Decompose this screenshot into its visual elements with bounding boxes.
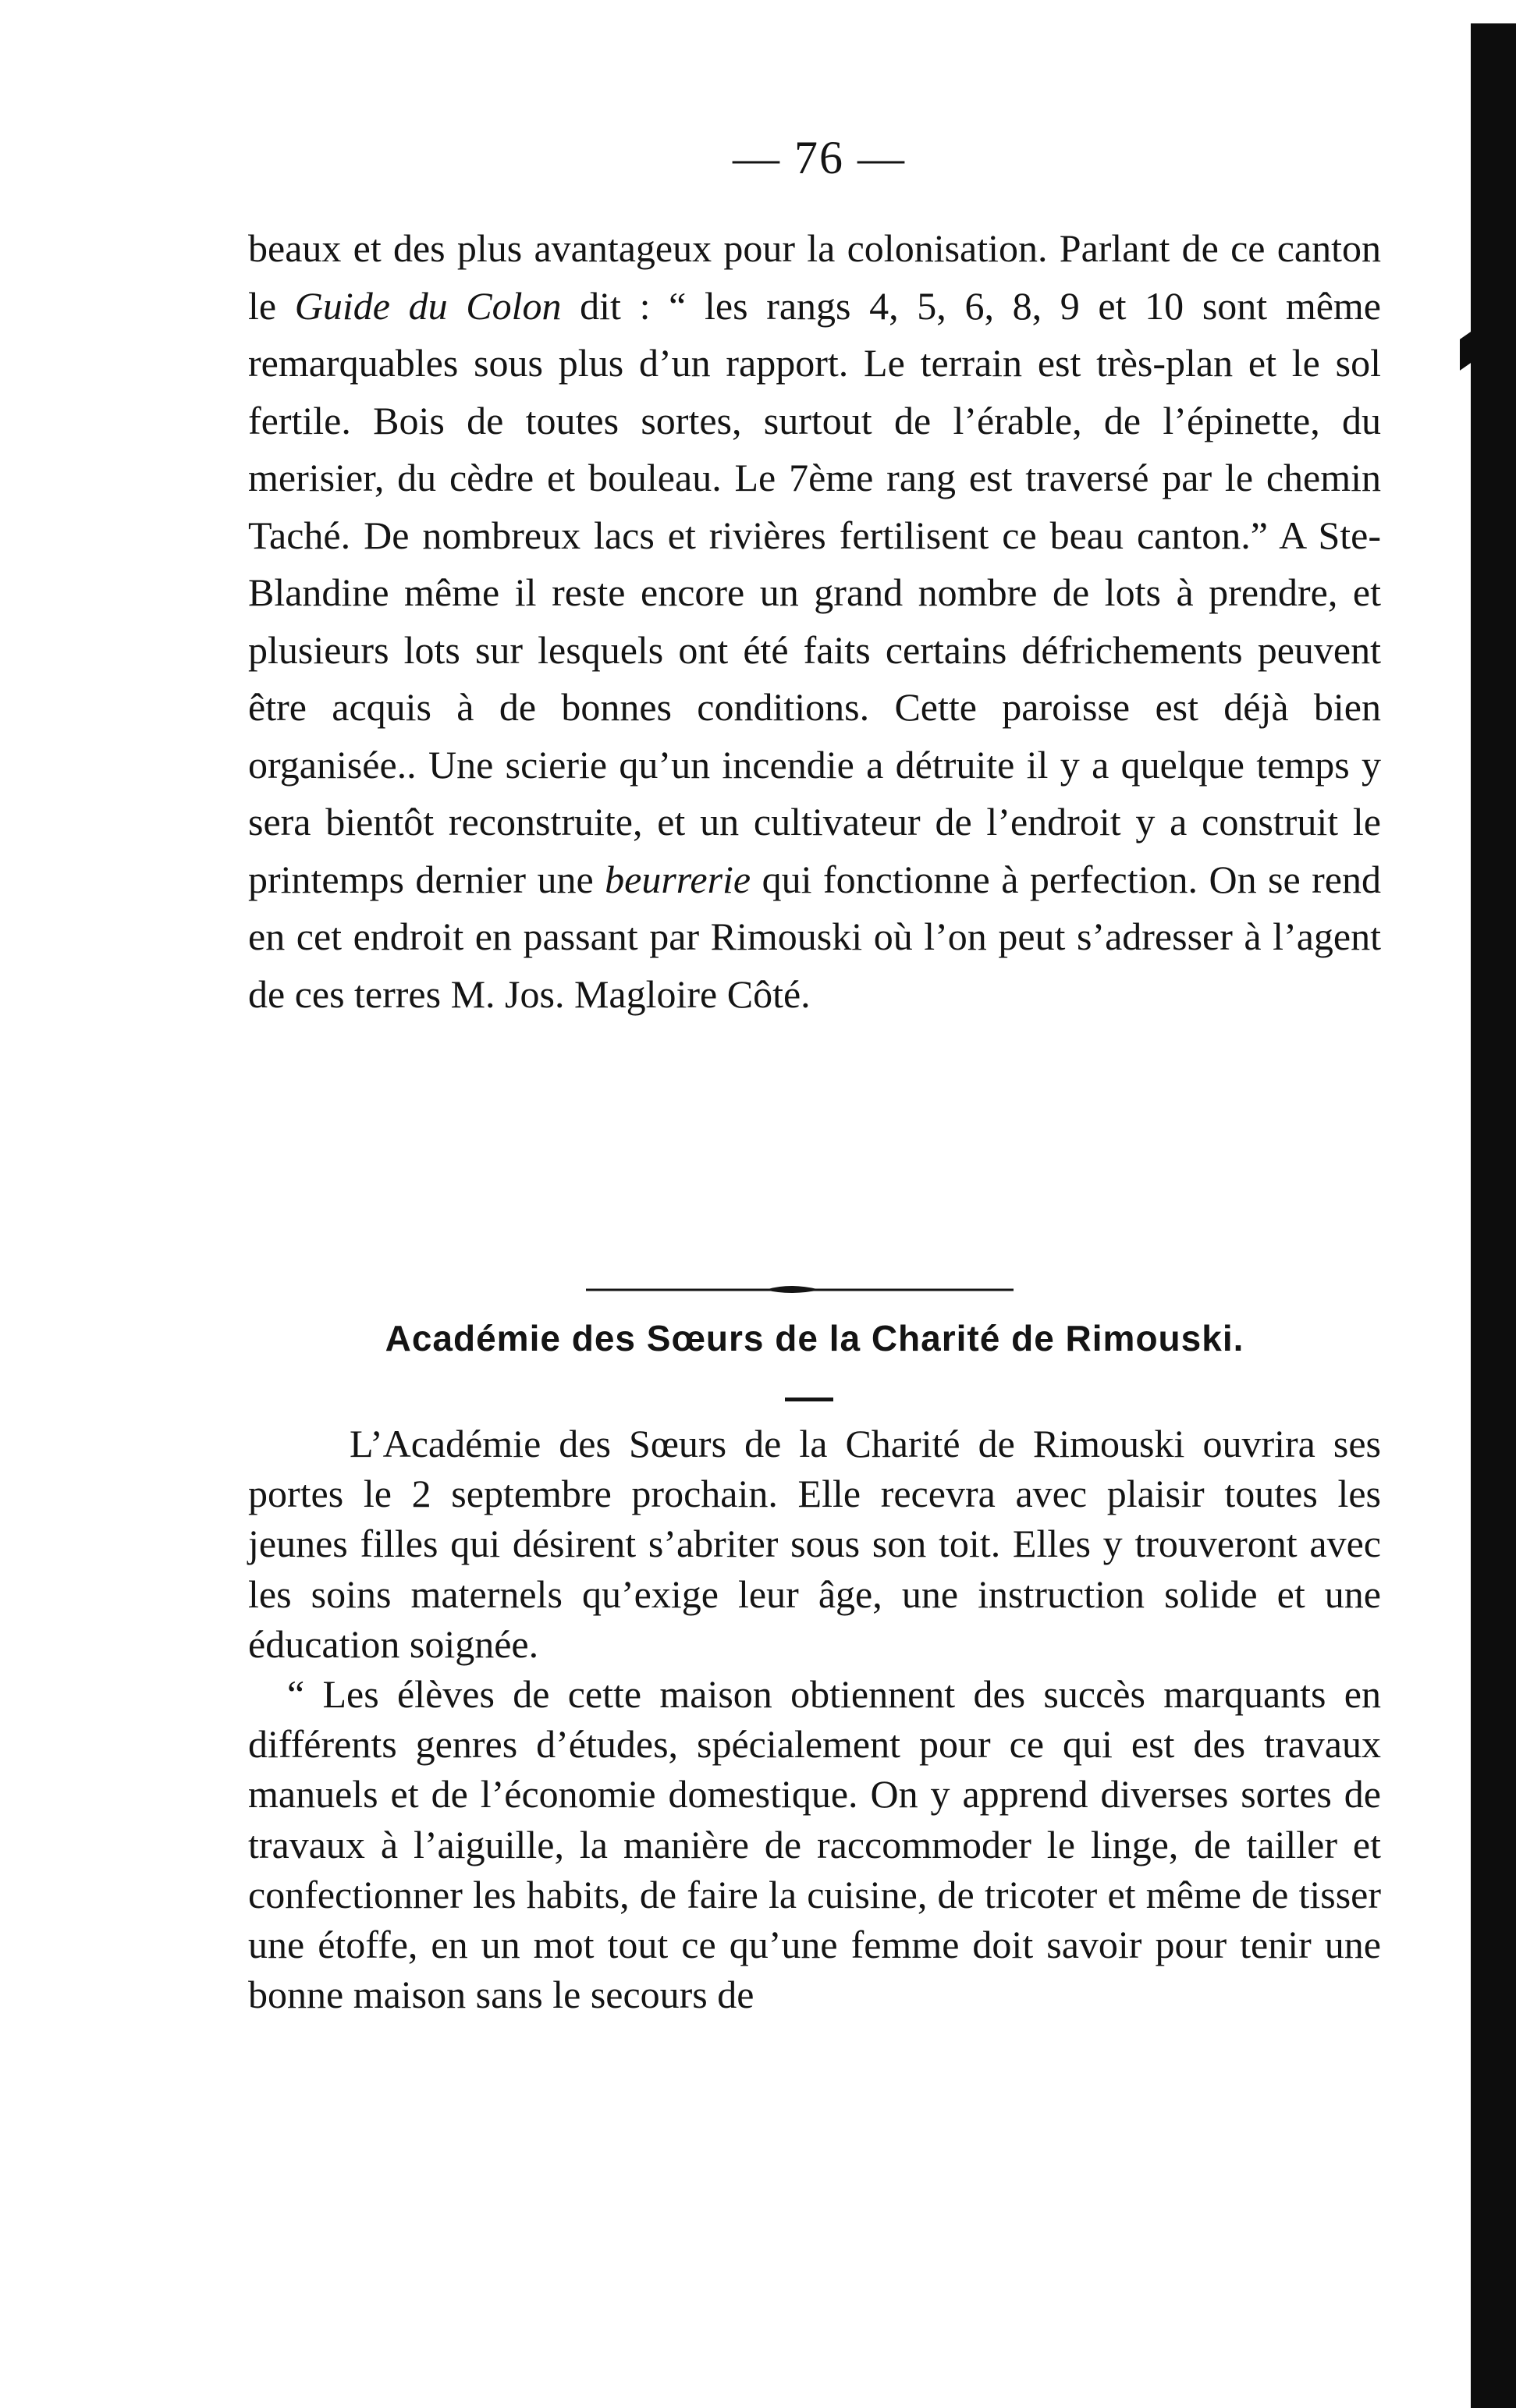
paragraph-text-b: dit : “ les rangs 4, 5, 6, 8, 9 et 10 sont même remarquables sous plus d’un rapport. Le terrain est très-plan et le sol fertile. Bois de toutes sortes, surtout de l’érable, de l’épinette, du merisier, du cèdre et bouleau. Le 7ème rang est traversé par le chemin Taché. De nombreux lacs et rivières fertilisent ce beau canton.” A Ste-Blandine même il reste encore un grand nombre de lots à prendre, et plusieurs lots sur lesquels ont été faits certains défrichements peuvent être acquis à de bonnes conditions. Cette paroisse est déjà bien organisée.. Une scierie qu’un incendie a détruite il y a quelque temps y sera bientôt reconstruite, et un cultivateur de l’endroit y a construit le printemps dernier une — [248, 283, 1381, 901]
paragraph-academie-intro: L’Académie des Sœurs de la Charité de Rimouski ouvrira ses portes le 2 septembre prochain. Elle recevra avec plaisir toutes les jeunes filles qui désirent s’abriter sous son toit. Elles y trouveront avec les soins maternels qu’exige leur âge, une instruction solide et une éducation soignée. — [248, 1422, 1381, 1666]
page-edge-notch — [1460, 332, 1471, 371]
section-continuation — [248, 220, 1381, 1023]
italic-beurrerie: beurrerie — [605, 857, 751, 901]
paragraph-colonisation — [248, 220, 1381, 1023]
section-heading: Académie des Sœurs de la Charité de Rimouski. — [385, 1318, 1244, 1358]
page-number: — 76 — — [733, 132, 906, 183]
paragraph-text-c: qui fonctionne à perfection. On se rend en cet endroit en passant par Rimouski où l’on peut s’adresser à l’agent de ces terres M. Jos. Magloire Côté. — [248, 857, 1381, 1016]
heading-rule — [785, 1398, 833, 1401]
page-edge-shadow — [1471, 23, 1516, 2408]
paragraph-text-a: beaux et des plus avantageux pour la colonisation. Parlant de ce canton le — [248, 226, 1381, 328]
italic-guide-du-colon: Guide du Colon — [294, 283, 562, 328]
section-academie — [248, 1419, 1381, 2019]
paragraph-academie-details: “ Les élèves de cette maison obtiennent des succès marquants en différents genres d’études, spécialement pour ce qui est des travaux manuels et de l’économie domestique. On y apprend diverses sortes de travaux à l’aiguille, la manière de raccommoder le linge, de tailler et confectionner les habits, de faire la cuisine, de tricoter et même de tisser une étoffe, en un mot tout ce qu’une femme doit savoir pour tenir une bonne maison sans le secours de — [248, 1672, 1381, 2017]
ornamental-divider — [586, 1282, 1014, 1298]
